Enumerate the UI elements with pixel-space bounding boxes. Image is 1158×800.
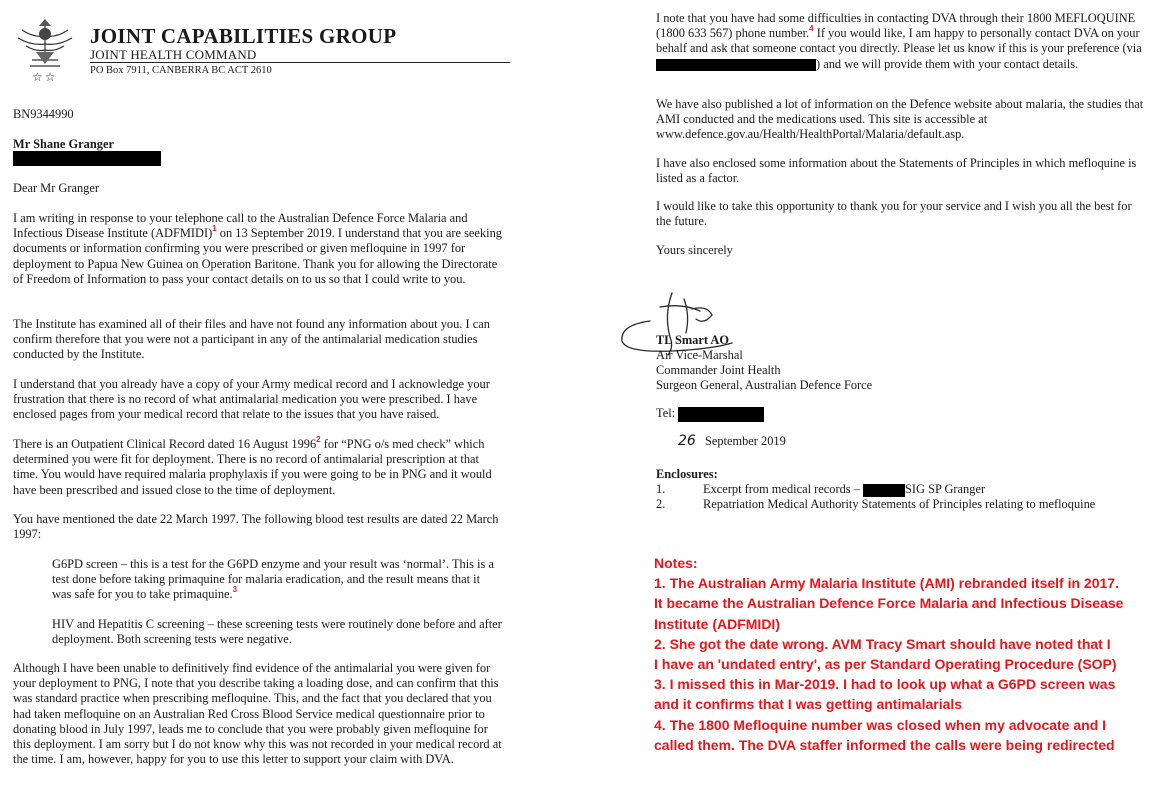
right-paragraph-1 [656, 11, 1146, 72]
notes-line: I have an 'undated entry', as per Standard Operating Procedure (SOP) [654, 656, 1117, 673]
header-stars: ☆☆ [32, 70, 58, 84]
date-line [656, 434, 1146, 449]
right-paragraph-3: I have also enclosed some information about the Statements of Principles in which mefloquine is listed as a factor. [656, 156, 1137, 186]
redacted-service-number [863, 484, 905, 497]
paragraph-6-g6pd [52, 557, 502, 603]
enclosure-num: 2. [656, 497, 666, 511]
paragraph-4-text-a: There is an Outpatient Clinical Record dated 16 August 1996 [13, 437, 317, 451]
right-paragraph-4: I would like to take this opportunity to thank you for your service and I wish you all the best for the future. [656, 199, 1132, 229]
date-rest: September 2019 [704, 434, 786, 448]
enclosure-num: 1. [656, 482, 666, 496]
signatory-name: TL Smart AO [656, 333, 729, 347]
enclosures-heading: Enclosures: [656, 467, 718, 481]
closing: Yours sincerely [656, 243, 733, 257]
signatory-rank: Air Vice-Marshal [656, 348, 743, 362]
footnote-marker-1: 1 [212, 224, 217, 234]
paragraph-1-text-a: I am writing in response to your telephone call to the Australian Defence Force Malaria and Infectious Disease Institute (ADFMIDI) [13, 211, 468, 241]
notes-line: 1. The Australian Army Malaria Institute (AMI) rebranded itself in 2017. [654, 575, 1119, 592]
reference-number: BN9344990 [13, 107, 74, 121]
enclosure-text-b: SIG SP Granger [905, 482, 986, 496]
crest-icon [12, 16, 78, 72]
paragraph-1-text-b: on 13 September 2019. I understand that you are seeking documents or information confirming you were prescribed or given mefloquine in 1997 for deployment to Papua New Guinea on Operation Baritone. Thank you for allowing the Directorate of Freedom of Information to pass your contact details on to us so that I could write to you. [13, 226, 502, 286]
paragraph-7-hiv: HIV and Hepatitis C screening – these screening tests were routinely done before and after deployment. Both screening tests were negative. [52, 617, 502, 647]
notes-line: 3. I missed this in Mar-2019. I had to look up what a G6PD screen was [654, 676, 1116, 693]
right-paragraph-1-text-c: ) and we will provide them with your contact details. [816, 56, 1079, 71]
header-address: PO Box 7911, CANBERRA BC ACT 2610 [90, 65, 272, 76]
footnote-marker-4: 4 [809, 24, 814, 34]
notes-line: 4. The 1800 Mefloquine number was closed when my advocate and I [654, 716, 1107, 733]
paragraph-5: You have mentioned the date 22 March 1997. The following blood test results are dated 22 March 1997: [13, 512, 499, 542]
tel-line [656, 406, 1146, 422]
enclosure-text-a: Excerpt from medical records – [703, 482, 860, 496]
signatory-role-2: Surgeon General, Australian Defence Force [656, 378, 873, 392]
redacted-email [656, 59, 816, 71]
paragraph-4 [13, 437, 503, 498]
right-paragraph-1-text-b: If you would like, I am happy to personally contact DVA on your behalf and ask that someone contact you directly. Please let us know if this is your preference (via [656, 26, 1142, 56]
command-name: JOINT HEALTH COMMAND [90, 47, 257, 62]
notes-line: and it confirms that I was getting antimalarials [654, 696, 963, 713]
org-name: JOINT CAPABILITIES GROUP [90, 24, 397, 48]
paragraph-6-text: G6PD screen – this is a test for the G6PD enzyme and your result was ‘normal’. This is a test done before taking primaquine for malaria eradication, and the result means that it was safe for you to take primaquine. [52, 557, 494, 602]
right-paragraph-2: We have also published a lot of information on the Defence website about malaria, the studies that AMI conducted and the medications used. This site is accessible at www.defence.gov.au/Health/HealthPortal/Malaria/default.asp. [656, 97, 1144, 142]
enclosure-item [656, 482, 1146, 497]
footnote-marker-3: 3 [232, 585, 238, 595]
signatory-role-1: Commander Joint Health [656, 363, 781, 377]
paragraph-3: I understand that you already have a copy of your Army medical record and I acknowledge your frustration that there is no record of what antimalarial medication you were prescribed. I have enclosed pages from your medical record that relate to the issues that you have raised. [13, 377, 490, 422]
letterhead [10, 14, 510, 84]
paragraph-1 [13, 211, 503, 287]
notes-line: called them. The DVA staffer informed the calls were being redirected [654, 736, 1115, 753]
recipient-name: Mr Shane Granger [13, 137, 114, 151]
redacted-phone [678, 407, 764, 422]
enclosure-item [656, 497, 1151, 512]
enclosure-text-a: Repatriation Medical Authority Statements of Principles relating to mefloquine [703, 497, 1096, 511]
paragraph-8: Although I have been unable to definitively find evidence of the antimalarial you were given for your deployment to PNG, I note that you describe taking a loading dose, and can confirm that this was standard practice when prescribing mefloquine. This, and the fact that you declared that you had taken mefloquine on an Australian Red Cross Blood Service medical questionnaire prior to donating blood in July 1997, leads me to conclude that you were probably given mefloquine for this deployment. I am sorry but I do not know why this was not recorded in your medical record at the time. I am, however, happy for you to use this letter to support your claim with DVA. [13, 661, 502, 767]
notes-line: Institute (ADFMIDI) [654, 615, 780, 632]
notes-line: It became the Australian Defence Force Malaria and Infectious Disease [654, 595, 1124, 612]
notes-heading: Notes: [654, 555, 698, 571]
notes-line: 2. She got the date wrong. AVM Tracy Smart should have noted that I [654, 635, 1111, 652]
paragraph-2: The Institute has examined all of their files and have not found any information about you. I can confirm therefore that you were not a participant in any of the antimalarial medication studies conducted by the Institute. [13, 317, 490, 362]
paragraph-4-text-b: for “PNG o/s med check” which determined you were fit for deployment. There is no record of antimalarial prescription at that time. You would have required malaria prophylaxis if you were going to be in PNG and it would have been prescribed and issued close to the time of deployment. [13, 437, 492, 497]
footnote-marker-2: 2 [316, 435, 321, 444]
annotation-notes [654, 553, 1154, 755]
tel-label: Tel: [656, 406, 676, 420]
date-day-handwritten: 26 [678, 433, 696, 449]
redacted-address [13, 151, 161, 166]
right-paragraph-1-text-a: I note that you have had some difficulties in contacting DVA through their 1800 MEFLOQUINE (1800 633 567) phone number. [656, 11, 1136, 41]
header-rule [90, 62, 510, 63]
salutation: Dear Mr Granger [13, 181, 100, 195]
